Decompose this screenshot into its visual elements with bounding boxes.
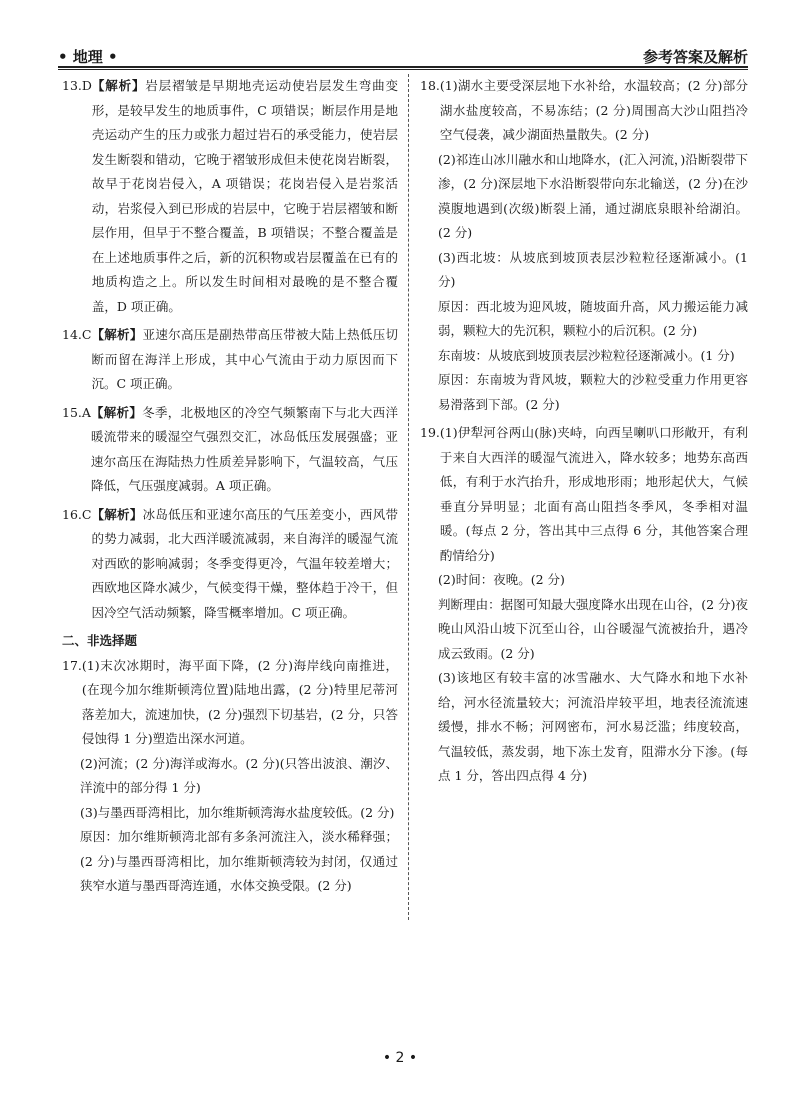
header-title: 参考答案及解析 bbox=[642, 48, 748, 66]
answer-choice: C bbox=[81, 506, 92, 522]
answer-13 bbox=[62, 74, 398, 319]
analysis-text: 冰岛低压和亚速尔高压的气压差变小，西风带的势力减弱，北大西洋暖流减弱，来自海洋的暖湿气流对西欧的影响减弱；冬季变得更冷，气温年较差增大；西欧地区降水减少，气候变得干燥，整体趋于冷干，但因冷空气活动频繁，降雪概率增加。C 项正确。 bbox=[91, 506, 398, 620]
answer-part: (3)与墨西哥湾相比，加尔维斯顿湾海水盐度较低。(2 分) bbox=[80, 804, 395, 820]
right-column bbox=[420, 74, 748, 789]
answer-18 bbox=[420, 74, 748, 148]
answer-17 bbox=[62, 654, 398, 752]
answer-part: 东南坡：从坡底到坡顶表层沙粒粒径逐渐减小。(1 分) bbox=[438, 347, 735, 363]
answer-15 bbox=[62, 401, 398, 499]
answer-part: (2)河流；(2 分)海洋或海水。(2 分)(只答出波浪、潮汐、洋流中的部分得 1 分) bbox=[80, 755, 398, 795]
question-number: 18. bbox=[420, 78, 440, 93]
answer-choice: A bbox=[81, 404, 91, 420]
answer-part: (2)时间：夜晚。(2 分) bbox=[438, 572, 565, 587]
question-number: 14. bbox=[62, 327, 82, 342]
answer-part: (1)湖水主要受深层地下水补给，水温较高；(2 分)部分湖水盐度较高，不易冻结；(2 分)周围高大沙山阻挡冷空气侵袭，减少湖面热量散失。(2 分) bbox=[439, 78, 748, 142]
header-rule bbox=[58, 66, 748, 68]
answer-part: (3)该地区有较丰富的冰雪融水、大气降水和地下水补给，河水径流量较大；河流沿岸较平坦，地表径流流速缓慢，排水不畅；河网密布，河水易泛滥；纬度较高，气温较低，蒸发弱，地下冻土发育，阻滞水分下渗。(每点 1 分，答出四点得 4 分) bbox=[438, 670, 748, 783]
answer-part: 原因：加尔维斯顿湾北部有多条河流注入，淡水稀释强；(2 分)与墨西哥湾相比，加尔维斯顿湾较为封闭，仅通过狭窄水道与墨西哥湾连通，水体交换受限。(2 分) bbox=[80, 829, 398, 893]
analysis-tag: 【解析】 bbox=[91, 78, 146, 93]
question-number: 17. bbox=[62, 657, 82, 673]
question-number: 15. bbox=[62, 404, 82, 420]
answer-part: 判断理由：据图可知最大强度降水出现在山谷，(2 分)夜晚山风沿山坡下沉至山谷，山谷暖湿气流被抬升，遇冷成云致雨。(2 分) bbox=[438, 596, 748, 661]
page-number: • 2 • bbox=[382, 1050, 418, 1066]
answer-19 bbox=[420, 421, 748, 568]
analysis-tag: 【解析】 bbox=[91, 506, 143, 522]
answer-14 bbox=[62, 323, 398, 397]
answer-part: (1)伊犁河谷两山(脉)夹峙，向西呈喇叭口形敞开，有利于来自大西洋的暖湿气流进入，降水较多；地势东高西低，有利于水汽抬升，形成地形雨；地形起伏大，气候垂直分异明显；北面有高山阻挡冬季风，冬季相对温暖。(每点 2 分，答出其中三点得 6 分，其他答案合理酌情给分) bbox=[439, 425, 748, 563]
answer-part: 原因：东南坡为背风坡，颗粒大的沙粒受重力作用更容易滑落到下部。(2 分) bbox=[438, 372, 748, 412]
answer-16 bbox=[62, 503, 398, 626]
analysis-text: 岩层褶皱是早期地壳运动使岩层发生弯曲变形，是较早发生的地质事件，C 项错误；断层作用是地壳运动产生的压力或张力超过岩石的承受能力，使岩层发生断裂和错动，它晚于褶皱形成但未使花岗岩断裂，故早于花岗岩侵入，A 项错误；花岗岩侵入是岩浆活动，岩浆侵入到已形成的岩层中，它晚于岩层褶皱和断层作用，但早于不整合覆盖，B 项错误；不整合覆盖是在上述地质事件之后，新的沉积物或岩层覆盖在已有的地质构造之上。所以发生时间相对最晚的是不整合覆盖，D 项正确。 bbox=[91, 78, 398, 314]
analysis-tag: 【解析】 bbox=[91, 327, 143, 342]
answer-part: (2)祁连山冰川融水和山地降水，(汇入河流，)沿断裂带下渗，(2 分)深层地下水沿断裂带向东北输送，(2 分)在沙漠腹地遇到(次级)断裂上涌，通过湖底泉眼补给湖泊。(2 分) bbox=[438, 151, 748, 240]
left-column bbox=[62, 74, 398, 899]
section-heading: 二、非选择题 bbox=[62, 633, 138, 648]
analysis-text: 亚速尔高压是副热带高压带被大陆上热低压切断而留在海洋上形成，其中心气流由于动力原因而下沉。C 项正确。 bbox=[91, 327, 398, 391]
question-number: 19. bbox=[420, 425, 440, 440]
analysis-text: 冬季，北极地区的冷空气频繁南下与北大西洋暖流带来的暖湿空气强烈交汇，冰岛低压发展强盛；亚速尔高压在海陆热力性质差异影响下，气温较高，气压降低，气压强度减弱。A 项正确。 bbox=[90, 404, 398, 493]
answer-choice: D bbox=[81, 78, 92, 93]
answer-part: (1)末次冰期时，海平面下降，(2 分)海岸线向南推进，(在现今加尔维斯顿湾位置)陆地出露，(2 分)特里尼蒂河落差加大，流速加快，(2 分)强烈下切基岩，(2 分，只答侵蚀得 1 分)塑造出深水河道。 bbox=[81, 657, 398, 746]
analysis-tag: 【解析】 bbox=[90, 404, 143, 420]
answer-part: 原因：西北坡为迎风坡，随坡面升高，风力搬运能力减弱，颗粒大的先沉积，颗粒小的后沉积。(2 分) bbox=[438, 298, 748, 338]
header-rule-thin bbox=[58, 69, 748, 70]
question-number: 13. bbox=[62, 78, 82, 93]
question-number: 16. bbox=[62, 506, 82, 522]
subject-label: • 地理 • bbox=[58, 48, 118, 66]
column-divider bbox=[408, 74, 409, 920]
answer-part: (3)西北坡：从坡底到坡顶表层沙粒粒径逐渐减小。(1 分) bbox=[438, 249, 748, 289]
answer-choice: C bbox=[81, 327, 92, 342]
